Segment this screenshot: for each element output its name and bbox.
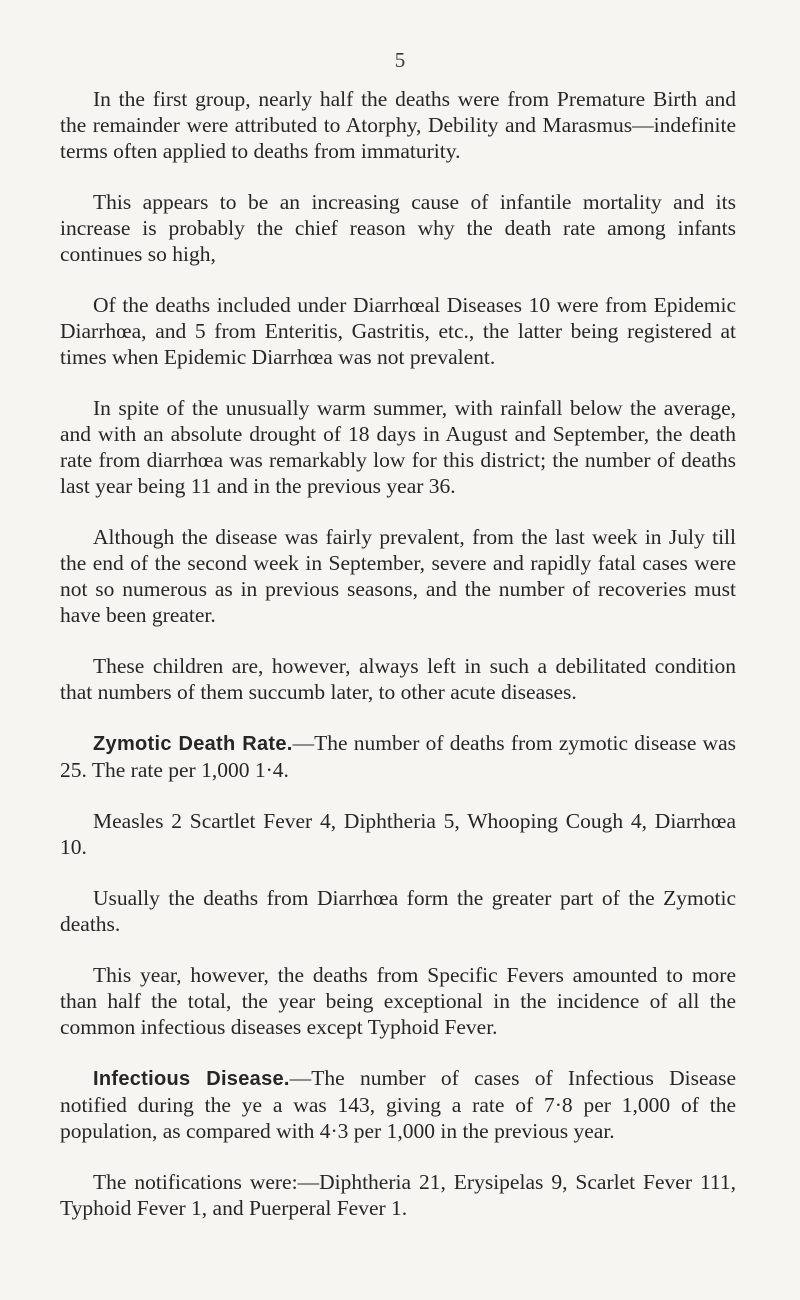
section-heading-zymotic-death-rate: Zymotic Death Rate. <box>93 733 293 755</box>
paragraph-text: —The number of deaths from zymotic disease was 25. The rate per 1,000 1·4. <box>60 731 736 782</box>
paragraph-notifications <box>60 1169 736 1221</box>
paragraph-text: The notifications were:—Diphtheria 21, Erysipelas 9, Scarlet Fever 111, Typhoid Fever 1, and Puerperal Fever 1. <box>60 1170 736 1220</box>
paragraph-infantile-mortality <box>60 189 736 267</box>
paragraph-text: —The number of cases of Infectious Disease notified during the ye a was 143, giving a rate of 7·8 per 1,000 of the population, as compared with 4·3 per 1,000 in the previous year. <box>60 1066 736 1143</box>
paragraph-text: Measles 2 Scartlet Fever 4, Diphtheria 5, Whooping Cough 4, Diarrhœa 10. <box>60 809 736 859</box>
paragraph-specific-fevers <box>60 962 736 1040</box>
paragraph-text: Usually the deaths from Diarrhœa form the greater part of the Zymotic deaths. <box>60 886 736 936</box>
paragraph-zymotic-breakdown <box>60 808 736 860</box>
paragraph-text: Of the deaths included under Diarrhœal Diseases 10 were from Epidemic Diarrhœa, and 5 from Enteritis, Gastritis, etc., the latter being registered at times when Epidemic Diarrhœa was not prevalent. <box>60 293 736 369</box>
paragraph-debilitated-children <box>60 653 736 705</box>
paragraph-premature-birth <box>60 86 736 164</box>
paragraph-text: This appears to be an increasing cause of infantile mortality and its increase is probably the chief reason why the death rate among infants continues so high, <box>60 190 736 266</box>
paragraph-text: Although the disease was fairly prevalent, from the last week in July till the end of the second week in September, severe and rapidly fatal cases were not so numerous as in previous seasons, and the number of recoveries must have been greater. <box>60 525 736 627</box>
section-heading-infectious-disease: Infectious Disease. <box>93 1068 290 1090</box>
paragraph-usual-zymotic <box>60 885 736 937</box>
paragraph-infectious-disease <box>60 1065 736 1144</box>
paragraph-text: These children are, however, always left in such a debilitated condition that numbers of them succumb later, to other acute diseases. <box>60 654 736 704</box>
paragraph-diarrhoeal-diseases <box>60 292 736 370</box>
paragraph-text: In spite of the unusually warm summer, with rainfall below the average, and with an absolute drought of 18 days in August and September, the death rate from diarrhœa was remarkably low for this district; the number of deaths last year being 11 and in the previous year 36. <box>60 396 736 498</box>
paragraph-disease-prevalence <box>60 524 736 628</box>
paragraph-warm-summer <box>60 395 736 499</box>
page-number: 5 <box>394 48 406 72</box>
paragraph-text: This year, however, the deaths from Specific Fevers amounted to more than half the total, the year being exceptional in the incidence of all the common infectious diseases except Typhoid Fever. <box>60 963 736 1039</box>
paragraph-zymotic-death-rate <box>60 730 736 783</box>
paragraph-text: In the first group, nearly half the deaths were from Premature Birth and the remainder were attributed to Atorphy, Debility and Marasmus—indefinite terms often applied to deaths from immaturity. <box>60 87 736 163</box>
